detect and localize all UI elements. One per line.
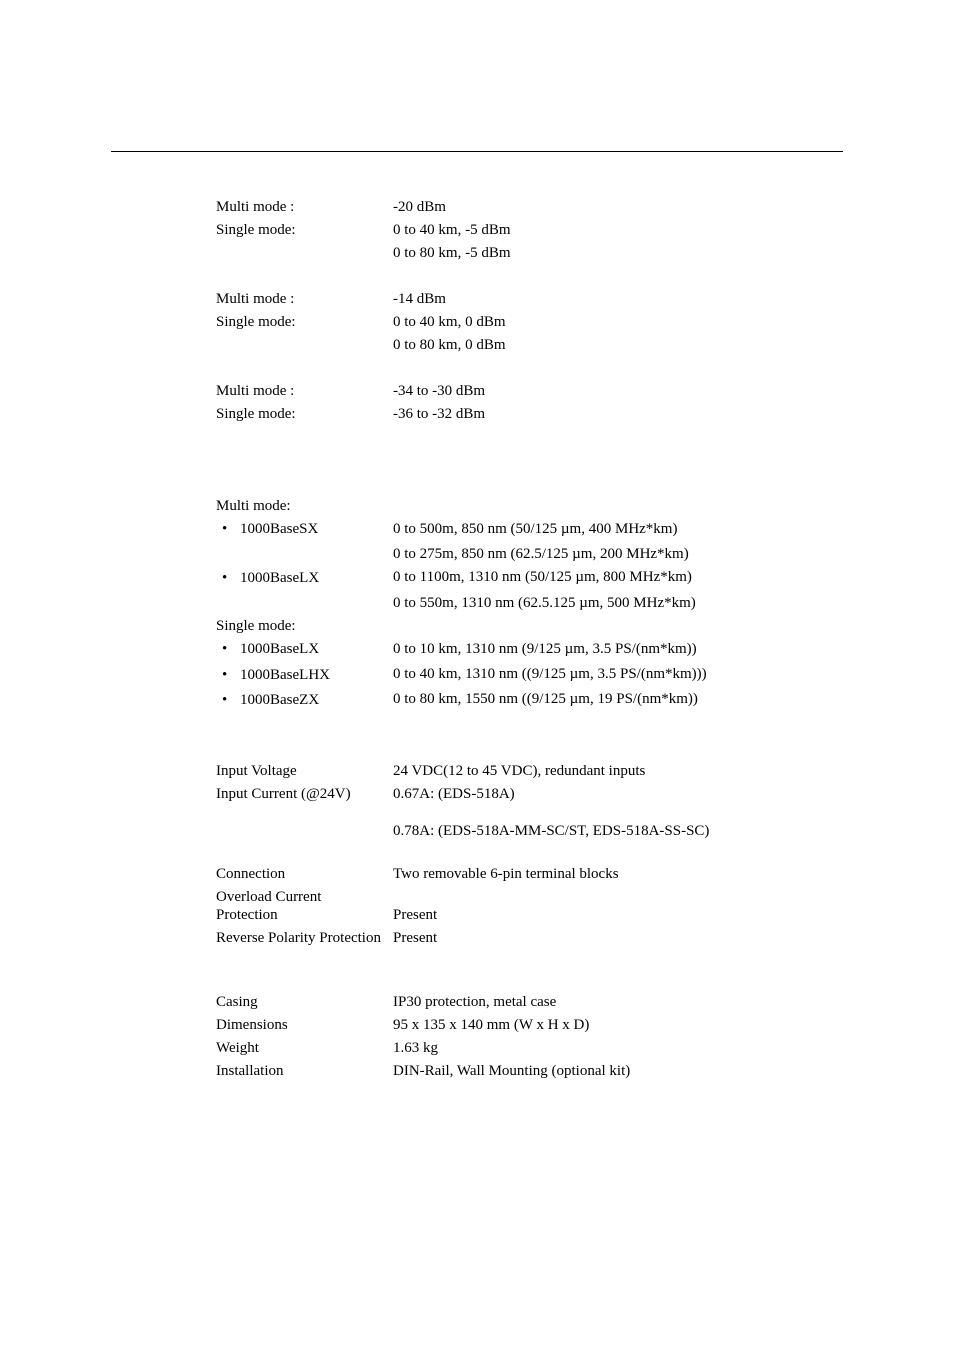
- tx-multi-value: -20 dBm: [393, 199, 446, 215]
- overload-label-line-1: Overload Current: [216, 889, 322, 905]
- tx-single-value-1: 0 to 40 km, -5 dBm: [393, 222, 511, 238]
- dimensions-label: Dimensions: [216, 1017, 288, 1033]
- single-lx-label: 1000BaseLX: [240, 641, 320, 657]
- sat-single-value-2: 0 to 80 km, 0 dBm: [393, 337, 506, 353]
- lx-value-2: 0 to 550m, 1310 nm (62.5.125 µm, 500 MHz*km): [393, 595, 696, 611]
- bullet-icon: •: [222, 667, 228, 683]
- input-voltage-label: Input Voltage: [216, 763, 297, 779]
- overload-label-line-2: Protection: [216, 907, 278, 923]
- sens-single-value: -36 to -32 dBm: [393, 406, 486, 422]
- reverse-polarity-label: Reverse Polarity Protection: [216, 930, 381, 946]
- sat-single-value-1: 0 to 40 km, 0 dBm: [393, 314, 506, 330]
- zx-label: 1000BaseZX: [240, 692, 320, 708]
- lx-value-1: 0 to 1100m, 1310 nm (50/125 µm, 800 MHz*km): [393, 569, 692, 585]
- lhx-value: 0 to 40 km, 1310 nm ((9/125 µm, 3.5 PS/(nm*km))): [393, 666, 707, 682]
- sx-value-2: 0 to 275m, 850 nm (62.5/125 µm, 200 MHz*km): [393, 546, 689, 562]
- sens-multi-label: Multi mode :: [216, 383, 295, 399]
- lhx-label: 1000BaseLHX: [240, 667, 330, 683]
- input-current-label: Input Current (@24V): [216, 786, 351, 802]
- tx-single-value-2: 0 to 80 km, -5 dBm: [393, 245, 511, 261]
- lx-label: 1000BaseLX: [240, 570, 320, 586]
- input-voltage-value: 24 VDC(12 to 45 VDC), redundant inputs: [393, 763, 646, 779]
- sat-multi-value: -14 dBm: [393, 291, 446, 307]
- bullet-icon: •: [222, 692, 228, 708]
- dimensions-value: 95 x 135 x 140 mm (W x H x D): [393, 1017, 590, 1033]
- link-single-heading: Single mode:: [216, 618, 296, 634]
- zx-value: 0 to 80 km, 1550 nm ((9/125 µm, 19 PS/(nm*km)): [393, 691, 698, 707]
- connection-label: Connection: [216, 866, 286, 882]
- link-multi-heading: Multi mode:: [216, 498, 291, 514]
- bullet-icon: •: [222, 521, 228, 537]
- casing-label: Casing: [216, 994, 258, 1010]
- casing-value: IP30 protection, metal case: [393, 994, 557, 1010]
- header-rule: [111, 151, 843, 152]
- sx-label: 1000BaseSX: [240, 521, 319, 537]
- installation-label: Installation: [216, 1063, 284, 1079]
- bullet-icon: •: [222, 570, 228, 586]
- single-lx-value: 0 to 10 km, 1310 nm (9/125 µm, 3.5 PS/(nm*km)): [393, 641, 697, 657]
- installation-value: DIN-Rail, Wall Mounting (optional kit): [393, 1063, 631, 1079]
- sens-single-label: Single mode:: [216, 406, 296, 422]
- tx-single-label: Single mode:: [216, 222, 296, 238]
- input-current-value-1: 0.67A: (EDS-518A): [393, 786, 515, 802]
- sx-value-1: 0 to 500m, 850 nm (50/125 µm, 400 MHz*km): [393, 521, 678, 537]
- weight-label: Weight: [216, 1040, 259, 1056]
- tx-multi-label: Multi mode :: [216, 199, 295, 215]
- sat-multi-label: Multi mode :: [216, 291, 295, 307]
- input-current-value-2: 0.78A: (EDS-518A-MM-SC/ST, EDS-518A-SS-SC): [393, 823, 710, 839]
- bullet-icon: •: [222, 641, 228, 657]
- connection-value: Two removable 6-pin terminal blocks: [393, 866, 619, 882]
- reverse-polarity-value: Present: [393, 930, 438, 946]
- overload-value: Present: [393, 907, 438, 923]
- sens-multi-value: -34 to -30 dBm: [393, 383, 486, 399]
- sat-single-label: Single mode:: [216, 314, 296, 330]
- weight-value: 1.63 kg: [393, 1040, 438, 1056]
